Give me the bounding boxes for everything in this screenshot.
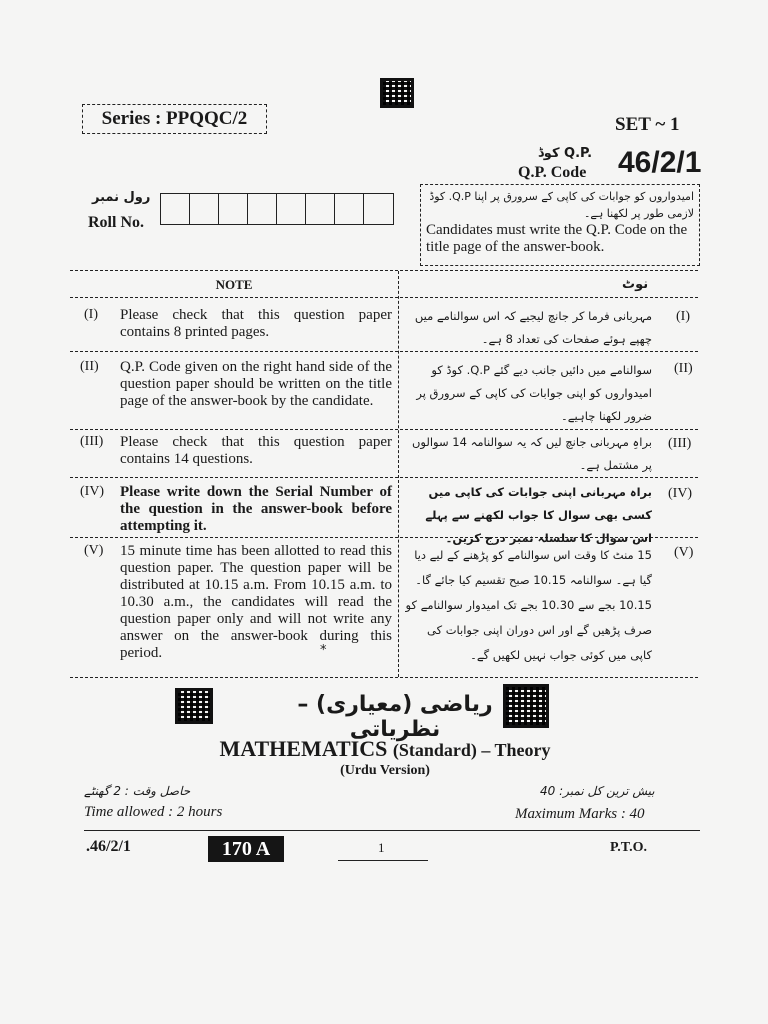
note-header: NOTE (215, 277, 253, 292)
note-item-text-urdu: 15 منٹ کا وقت اس سوالنامے کو پڑھنے کے لیے دیا گیا ہے۔ سوالنامہ 10.15 صبح تقسیم کیا جائے گا۔ 10.15 بجے سے 10.30 بجے تک امیدوار سوالنامے کو صرف پڑھیں گے اور اس دوران اپنی جوابات کی کاپی میں کوئی جواب نہیں لکھیں گے۔ (405, 548, 652, 662)
note-item-text: Please write down the Serial Number of the question in the answer-book before attempting it. (120, 484, 392, 534)
roll-label: Roll No. (88, 214, 144, 231)
roll-digit-box[interactable] (306, 194, 335, 224)
note-item-number-urdu: (V) (674, 545, 694, 560)
time-allowed: Time allowed : 2 hours (84, 804, 223, 820)
note-item-text-urdu: براہ مہربانی اپنی جوابات کی کاپی میں کسی بھی سوال کا جواب لکھنے سے پہلے اس سوال کا سلسلہ نمبر درج کریں۔ (425, 485, 652, 545)
candidate-instruction-urdu: امیدواروں کو جوابات کی کاپی کے سرورق پر اپنا Q.P. کوڈ لازمی طور پر لکھنا ہے۔ (429, 190, 694, 220)
note-item-text: Q.P. Code given on the right hand side of the question paper should be written on the title page of the answer-book by the candidate. (120, 359, 392, 409)
roll-digit-box[interactable] (248, 194, 277, 224)
note-item-text-urdu: سوالنامے میں دائیں جانب دیے گئے Q.P. کوڈ کو امیدواروں کو اپنی جوابات کی کاپی کے سرورق پر ضرور لکھنا چاہیے۔ (416, 363, 652, 423)
pto-label: P.T.O. (610, 840, 647, 855)
qr-code-top (380, 78, 414, 108)
time-allowed-urdu: حاصل وقت : 2 گھنٹے (84, 784, 191, 798)
set-label: SET ~ 1 (615, 114, 680, 135)
version-label: (Urdu Version) (340, 763, 430, 778)
subject-title (150, 736, 620, 762)
candidate-instruction-box (420, 184, 700, 266)
note-item-text: Please check that this question paper contains 8 printed pages. (120, 307, 392, 340)
note-item-number-urdu: (III) (668, 436, 692, 451)
maximum-marks: Maximum Marks : 40 (515, 806, 645, 822)
asterisk-mark: * (320, 643, 327, 658)
note-item-text-urdu: براہِ مہربانی جانچ لیں کہ یہ سوالنامہ 14 سوالوں پر مشتمل ہے۔ (411, 435, 652, 472)
note-item-number: (II) (80, 359, 99, 374)
roll-digit-box[interactable] (219, 194, 248, 224)
note-header-urdu: نوٹ (622, 277, 649, 292)
note-item-number: (III) (80, 434, 104, 449)
roll-number-boxes[interactable] (160, 193, 394, 225)
divider (84, 830, 700, 831)
roll-digit-box[interactable] (161, 194, 190, 224)
subject-title-urdu: ریاضی (معیاری) – نظریاتی (297, 692, 493, 742)
qp-code-value: 46/2/1 (618, 146, 702, 179)
note-item-number: (IV) (80, 484, 105, 499)
subject-sub: (Standard) – Theory (392, 740, 551, 760)
note-item-number-urdu: (I) (676, 309, 690, 324)
series-label: Series : PPQQC/2 (82, 104, 267, 134)
page-number: 1 (378, 840, 385, 855)
note-item-text: Please check that this question paper contains 14 questions. (120, 434, 392, 467)
qr-code-left (175, 688, 213, 724)
note-item-text-urdu: مہربانی فرما کر جانچ لیجیے کہ اس سوالنامے میں چھپے ہوئے صفحات کی تعداد 8 ہے۔ (414, 309, 652, 346)
note-item-text: 15 minute time has been allotted to read this question paper. The question paper will be distributed at 10.15 a.m. From 10.15 a.m. to 10.30 a.m., the candidates will read the question paper only and will not write any answer on the answer-book during this period. (120, 543, 392, 661)
page-number-underline (338, 860, 428, 861)
note-item-number-urdu: (II) (674, 361, 693, 376)
paper-badge: 170 A (208, 836, 284, 862)
subject-main: MATHEMATICS (219, 736, 388, 761)
note-item-number: (V) (84, 543, 104, 558)
candidate-instruction-english: Candidates must write the Q.P. Code on the title page of the answer-book. (426, 222, 688, 255)
qp-code-label-urdu: کوڈ Q.P. (538, 146, 593, 161)
note-table (70, 270, 698, 678)
qp-code-label: Q.P. Code (518, 164, 587, 181)
note-item-number-urdu: (IV) (668, 486, 693, 501)
maximum-marks-urdu: بیش ترین کل نمبر: 40 (540, 784, 655, 798)
note-item-number: (I) (84, 307, 98, 322)
footer-code: .46/2/1 (86, 838, 131, 855)
roll-digit-box[interactable] (335, 194, 364, 224)
roll-digit-box[interactable] (364, 194, 393, 224)
roll-label-urdu: رول نمبر (92, 190, 151, 205)
roll-digit-box[interactable] (190, 194, 219, 224)
roll-digit-box[interactable] (277, 194, 306, 224)
